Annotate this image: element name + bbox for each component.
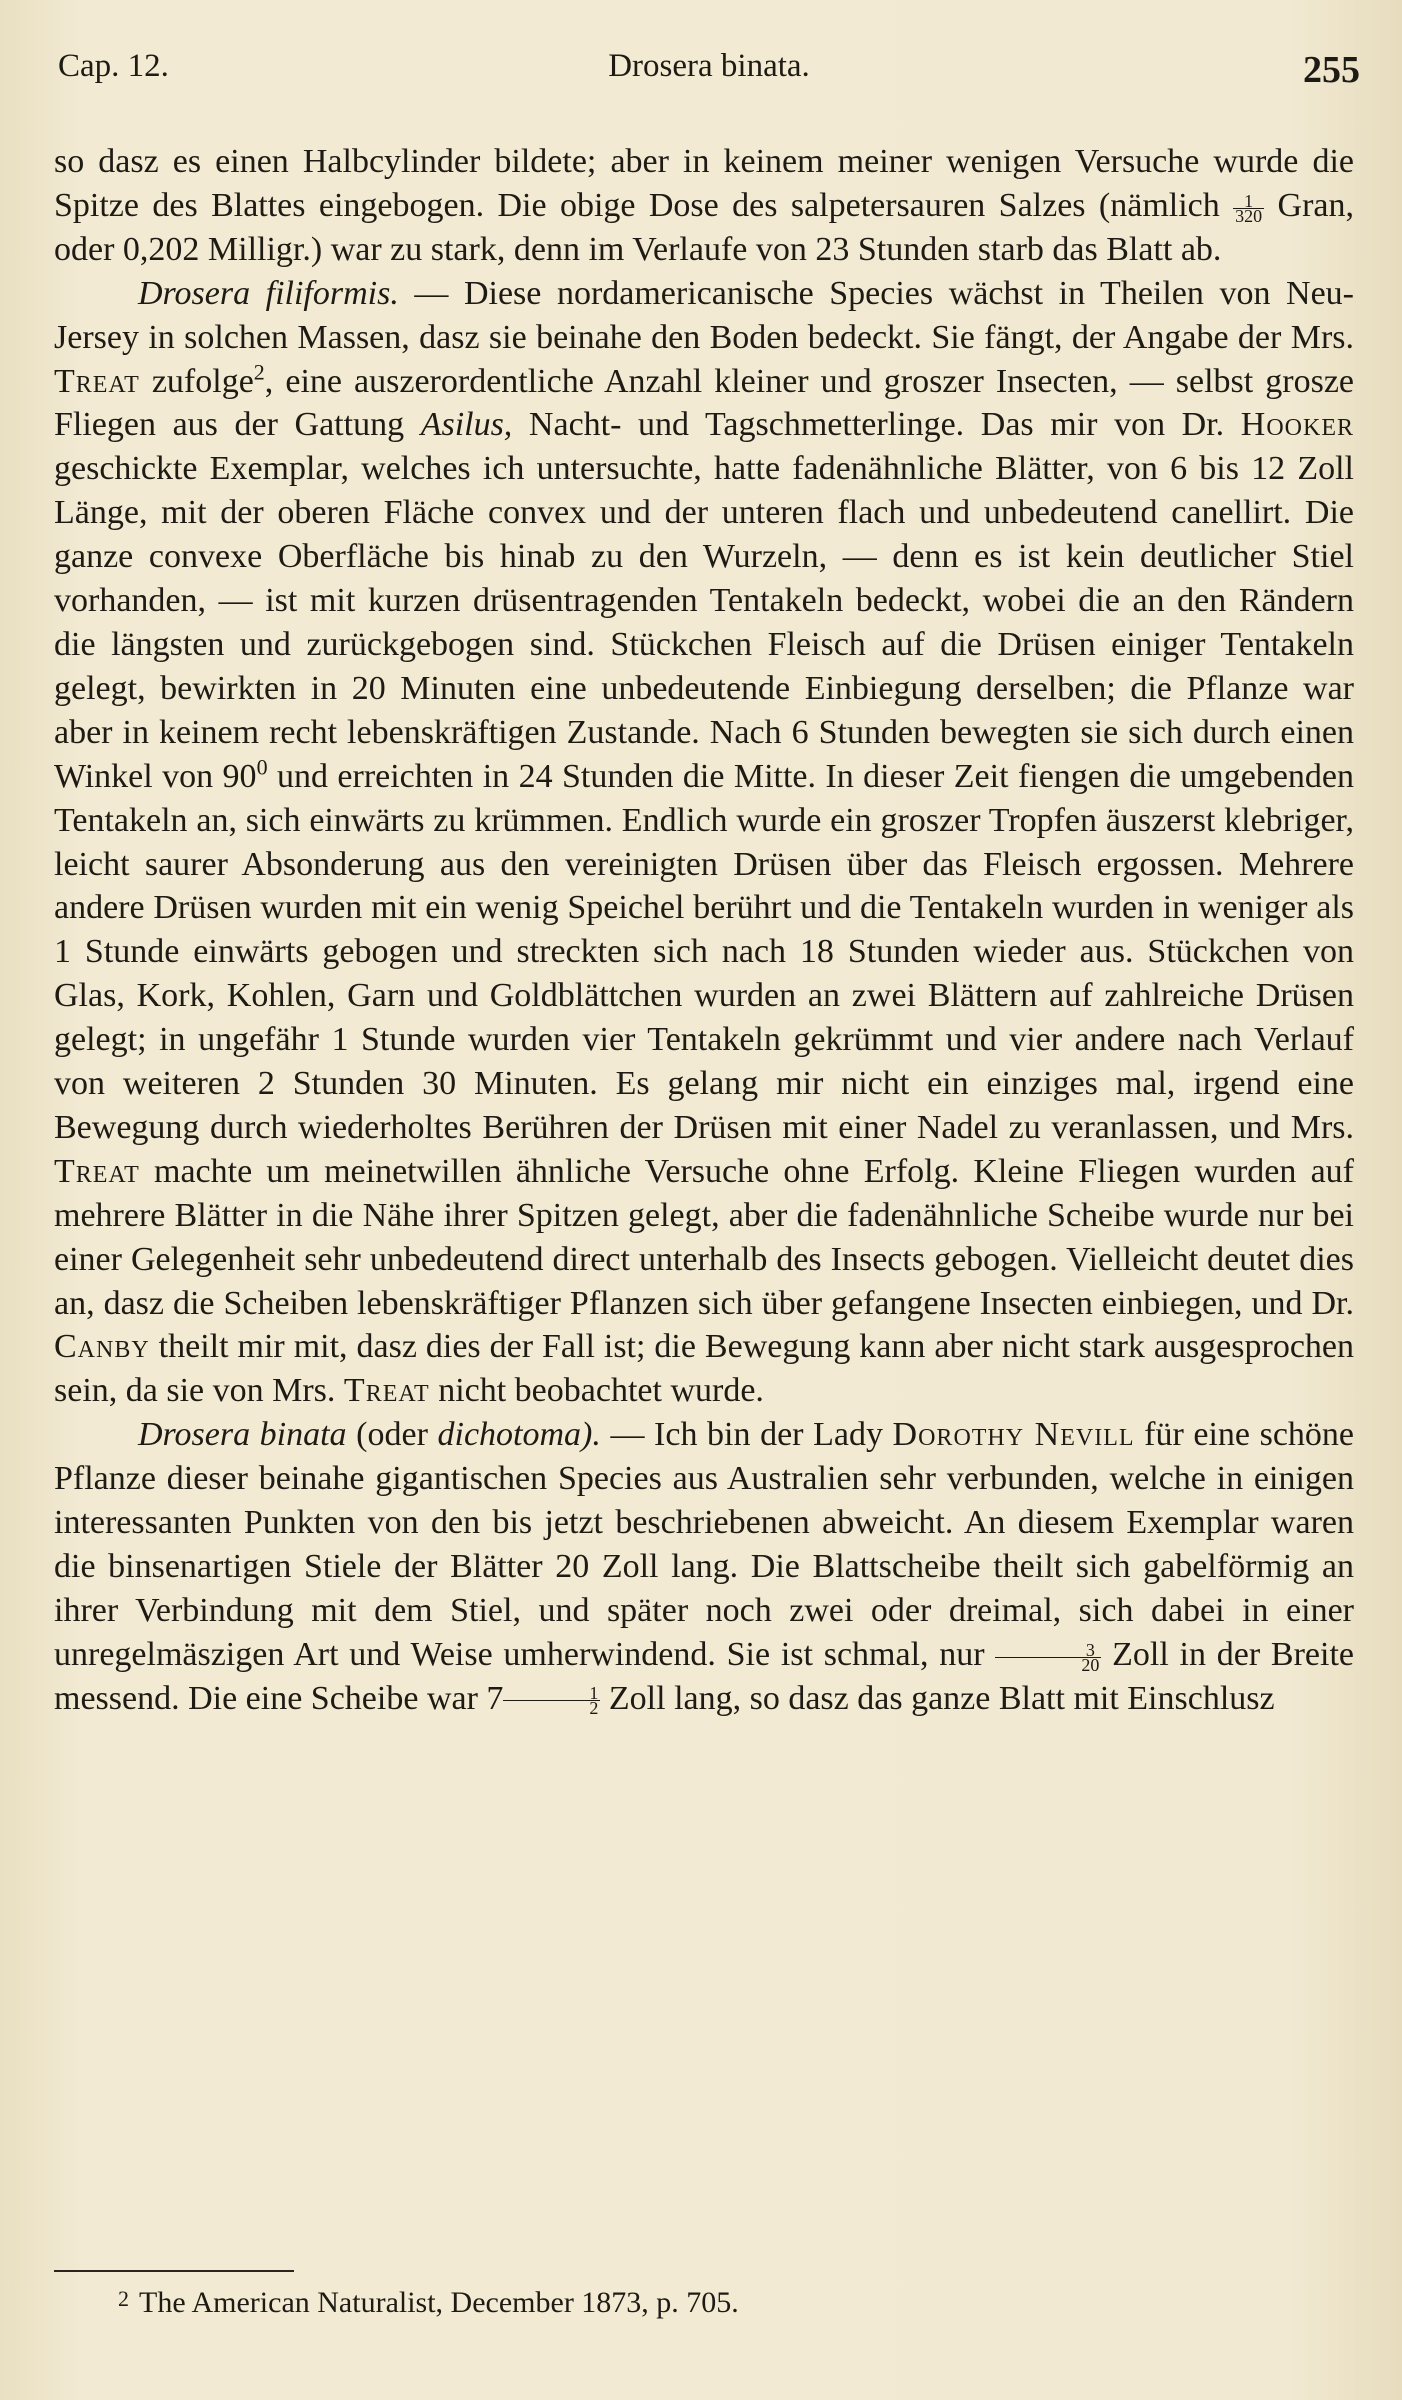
paragraph-drosera-filiformis	[54, 272, 1354, 1414]
text-run: zufolge	[151, 362, 254, 400]
person-name: Hooker	[1240, 406, 1354, 444]
text-run: so dasz es einen Halbcylinder bildete; aber in keinem meiner wenigen Versuche wurde die Spitze des Blattes eingebogen. Die obige Dose des salpetersauren Salzes (nämlich	[54, 143, 1354, 224]
fraction-denominator: 320	[1235, 205, 1263, 226]
fraction	[503, 1683, 600, 1719]
fraction-numerator: 3	[995, 1643, 1101, 1658]
person-name: Treat	[54, 1152, 140, 1190]
text-run: Nacht- und Tagschmetterlinge. Das mir von Dr.	[528, 406, 1225, 444]
text-run: geschickte Exemplar, welches ich untersuchte, hatte fadenähnliche Blätter, von 6 bis 12 Zoll Länge, mit der oberen Fläche convex und der unteren flach und unbedeutend canellirt. Die ganze convexe Oberfläche bis hinab zu den Wurzeln, — denn es ist kein deutlicher Stiel vorhanden, — ist mit kurzen drüsentragenden Tentakeln bedeckt, wobei die an den Rändern die längsten und zurückgebogen sind. Stückchen Fleisch auf die Drüsen einiger Tentakeln gelegt, bewirkten in 20 Minuten eine unbedeutende Einbiegung derselben; die Pflanze war aber in keinem recht lebenskräftigen Zustande. Nach 6 Stunden bewegten sie sich durch einen Winkel von 90	[54, 450, 1354, 795]
footnote-text: The American Naturalist, December 1873, p. 705.	[139, 2286, 739, 2319]
fraction	[1233, 190, 1264, 226]
footnote-reference: 2	[253, 359, 265, 385]
text-run: Zoll in der Breite messend. Die eine Scheibe war 7	[54, 1635, 1355, 1717]
page-number: 255	[1303, 49, 1360, 91]
person-name: Canby	[54, 1328, 150, 1366]
footnote	[118, 2286, 739, 2320]
fraction-denominator: 20	[1081, 1654, 1100, 1675]
paragraph-1	[54, 140, 1354, 272]
text-run: (oder	[356, 1416, 428, 1454]
text-run: und erreichten in 24 Stunden die Mitte. In dieser Zeit fiengen die umgebenden Tentakeln an, sich einwärts zu krümmen. Endlich wurde ein groszer Tropfen äuszerst klebriger, leicht saurer Absonderung aus den vereinigten Drüsen über das Fleisch ergossen. Mehrere andere Drüsen wurden mit ein wenig Speichel berührt und die Tentakeln wurden in weniger als 1 Stunde einwärts gebogen und streckten sich nach 18 Stunden wieder aus. Stückchen von Glas, Kork, Kohlen, Garn und Goldblättchen wurden an zwei Blättern auf zahlreiche Drüsen gelegt; in ungefähr 1 Stunde wurden vier Tentakeln gekrümmt und vier andere nach Verlauf von weiteren 2 Stunden 30 Minuten. Es gelang mir nicht ein einziges mal, irgend eine Bewegung durch wiederholtes Berühren der Drüsen mit einer Nadel zu veranlassen, und Mrs.	[54, 757, 1354, 1146]
text-run: für eine schöne Pflanze dieser beinahe gigantischen Species aus Australien sehr verbunden, welche in einigen interessanten Punkten von den bis jetzt beschriebenen abweicht. An diesem Exemplar waren die binsenartigen Stiele der Blätter 20 Zoll lang. Die Blattscheibe theilt sich gabelförmig an ihrer Verbindung mit dem Stiel, und später noch zwei oder dreimal, sich dabei in einer unregelmäszigen Art und Weise umherwindend. Sie ist schmal, nur	[54, 1416, 1355, 1673]
person-name: Treat	[54, 362, 140, 400]
species-name: Drosera filiformis.	[138, 274, 399, 312]
genus-name: Asilus,	[420, 406, 513, 444]
fraction	[995, 1639, 1101, 1675]
footnote-divider	[54, 2270, 294, 2272]
person-name: Treat	[343, 1372, 430, 1410]
fraction-numerator: 1	[1233, 194, 1264, 209]
text-run: — Ich bin der Lady	[610, 1416, 883, 1454]
footnote-mark: 2	[118, 2286, 129, 2311]
text-run: Gran, oder 0,202 Milligr.) war zu stark, denn im Verlaufe von 23 Stunden starb das Blatt ab.	[54, 186, 1355, 268]
text-run: Zoll lang, so dasz das ganze Blatt mit Einschlusz	[608, 1679, 1275, 1717]
text-run: , eine auszerordentliche Anzahl kleiner und groszer Insecten, — selbst grosze Fliegen aus der Gattung	[54, 362, 1354, 444]
person-name: Dorothy Nevill	[892, 1416, 1135, 1454]
fraction-numerator: 1	[503, 1686, 600, 1701]
fraction-denominator: 2	[589, 1698, 599, 1719]
page-body	[54, 140, 1354, 1721]
paragraph-drosera-binata	[54, 1413, 1354, 1720]
chapter-label: Cap. 12.	[58, 48, 169, 84]
running-header	[58, 48, 1360, 108]
species-name: dichotoma).	[437, 1416, 601, 1454]
text-run: machte um meinetwillen ähnliche Versuche ohne Erfolg. Kleine Fliegen wurden auf mehrere Blätter in die Nähe ihrer Spitzen gelegt, aber die fadenähnliche Scheibe wurde nur bei einer Gelegenheit sehr unbedeutend direct unterhalb des Insects gebogen. Vielleicht deutet dies an, dasz die Scheiben lebenskräftiger Pflanzen sich über gefangene Insecten einbiegen, und Dr.	[54, 1152, 1355, 1322]
text-run: nicht beobachtet wurde.	[438, 1372, 764, 1410]
text-run: theilt mir mit, dasz dies der Fall ist; die Bewegung kann aber nicht stark ausgesprochen sein, da sie von Mrs.	[54, 1328, 1355, 1410]
running-title: Drosera binata.	[608, 48, 810, 84]
degree-mark: 0	[256, 754, 268, 780]
text-run: — Diese nordamericanische Species wächst in Theilen von Neu-Jersey in solchen Massen, dasz sie beinahe den Boden bedeckt. Sie fängt, der Angabe der Mrs.	[54, 274, 1354, 356]
species-name: Drosera binata	[138, 1416, 347, 1454]
